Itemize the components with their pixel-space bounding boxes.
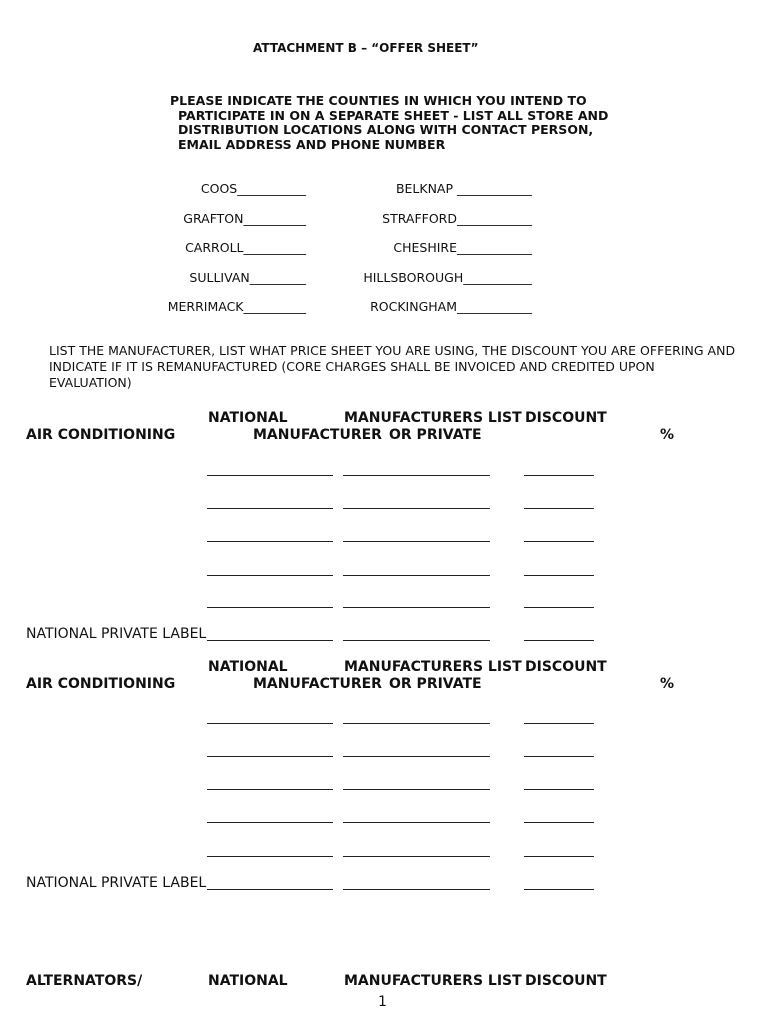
county-rockingham: ROCKINGHAM____________	[370, 299, 532, 314]
national-blank[interactable]	[207, 575, 333, 576]
instruction-line-4: EMAIL ADDRESS AND PHONE NUMBER	[178, 136, 446, 152]
discount-blank[interactable]	[524, 575, 594, 576]
instruction-line-3: DISTRIBUTION LOCATIONS ALONG WITH CONTACT PERSON,	[178, 122, 594, 137]
national-blank[interactable]	[207, 508, 333, 509]
county-merrimack: MERRIMACK__________	[167, 299, 306, 314]
col-private-header: OR PRIVATE	[389, 427, 482, 443]
discount-blank[interactable]	[524, 756, 594, 757]
national-blank[interactable]	[207, 541, 333, 542]
col-discount-header: DISCOUNT	[525, 973, 607, 989]
national-blank[interactable]	[207, 475, 333, 476]
county-carroll: CARROLL__________	[185, 240, 306, 255]
list-blank[interactable]	[343, 640, 490, 641]
instruction-line-2: PARTICIPATE IN ON A SEPARATE SHEET - LIST ALL STORE AND	[178, 107, 609, 123]
discount-blank[interactable]	[524, 607, 594, 608]
private-label-text: NATIONAL PRIVATE LABEL	[26, 875, 207, 891]
col-list-header: MANUFACTURERS LIST	[344, 973, 522, 989]
discount-blank[interactable]	[524, 889, 594, 890]
col-percent-header: %	[660, 427, 675, 443]
national-blank[interactable]	[207, 723, 333, 724]
national-blank[interactable]	[207, 789, 333, 790]
discount-blank[interactable]	[524, 723, 594, 724]
discount-blank[interactable]	[524, 822, 594, 823]
list-blank[interactable]	[343, 508, 490, 509]
list-blank[interactable]	[343, 607, 490, 608]
list-blank[interactable]	[343, 822, 490, 823]
list-instruction: LIST THE MANUFACTURER, LIST WHAT PRICE SHEET YOU ARE USING, THE DISCOUNT YOU ARE OFFERING AND INDICATE IF IT IS REMANUFACTURED (CORE CHARGES SHALL BE INVOICED AND CREDITED UPON EVALUATION)	[49, 343, 736, 390]
list-blank[interactable]	[343, 889, 490, 890]
col-discount-header: DISCOUNT	[525, 659, 607, 675]
discount-blank[interactable]	[524, 789, 594, 790]
col-national-header: NATIONAL	[208, 973, 288, 989]
col-discount-header: DISCOUNT	[525, 410, 607, 426]
list-blank[interactable]	[343, 789, 490, 790]
national-blank[interactable]	[207, 607, 333, 608]
col-manufacturer-header: MANUFACTURER	[253, 676, 382, 692]
county-hillsborough: HILLSBOROUGH___________	[363, 270, 532, 285]
category-label: AIR CONDITIONING	[26, 676, 176, 692]
col-national-header: NATIONAL	[208, 659, 288, 675]
list-blank[interactable]	[343, 856, 490, 857]
list-blank[interactable]	[343, 756, 490, 757]
category-label: AIR CONDITIONING	[26, 427, 176, 443]
county-cheshire: CHESHIRE____________	[393, 240, 532, 255]
col-list-header: MANUFACTURERS LIST	[344, 659, 522, 675]
col-percent-header: %	[660, 676, 675, 692]
category-label: ALTERNATORS/	[26, 973, 143, 989]
county-belknap: BELKNAP ____________	[395, 181, 532, 196]
discount-blank[interactable]	[524, 508, 594, 509]
national-blank[interactable]	[207, 640, 333, 641]
list-blank[interactable]	[343, 475, 490, 476]
discount-blank[interactable]	[524, 541, 594, 542]
page-number: 1	[378, 994, 387, 1010]
instruction-line-1: PLEASE INDICATE THE COUNTIES IN WHICH YOU INTEND TO	[170, 93, 587, 108]
county-grafton: GRAFTON__________	[183, 211, 306, 226]
col-list-header: MANUFACTURERS LIST	[344, 410, 522, 426]
national-blank[interactable]	[207, 856, 333, 857]
col-national-header: NATIONAL	[208, 410, 288, 426]
list-blank[interactable]	[343, 575, 490, 576]
county-strafford: STRAFFORD____________	[382, 211, 532, 226]
county-sullivan: SULLIVAN_________	[189, 270, 306, 285]
national-blank[interactable]	[207, 889, 333, 890]
col-manufacturer-header: MANUFACTURER	[253, 427, 382, 443]
list-blank[interactable]	[343, 541, 490, 542]
discount-blank[interactable]	[524, 856, 594, 857]
county-coos: COOS___________	[200, 181, 306, 196]
page-title: ATTACHMENT B – “OFFER SHEET”	[253, 41, 479, 55]
private-label-text: NATIONAL PRIVATE LABEL	[26, 626, 207, 642]
discount-blank[interactable]	[524, 475, 594, 476]
list-blank[interactable]	[343, 723, 490, 724]
col-private-header: OR PRIVATE	[389, 676, 482, 692]
discount-blank[interactable]	[524, 640, 594, 641]
national-blank[interactable]	[207, 822, 333, 823]
national-blank[interactable]	[207, 756, 333, 757]
